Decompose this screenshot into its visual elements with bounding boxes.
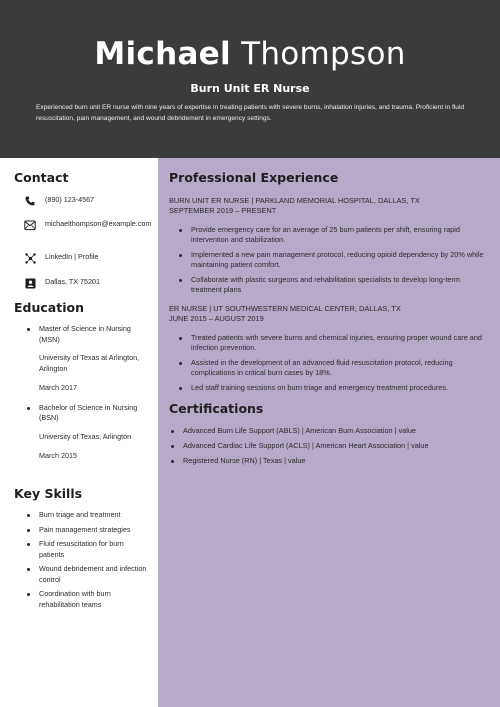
certifications-heading: Certifications — [169, 401, 264, 416]
certification-item: Advanced Cardiac Life Support (ACLS) | American Heart Association | value — [170, 441, 480, 451]
last-name: Thompson — [241, 36, 406, 72]
job-bullet: Collaborate with plastic surgeons and rehabilitation specialists to develop long-term treatment plans — [178, 275, 488, 295]
job-title-line: BURN UNIT ER NURSE | PARKLAND MEMORIAL HOSPITAL, DALLAS, TX — [169, 196, 420, 205]
job-title-line: ER NURSE | UT SOUTHWESTERN MEDICAL CENTER, DALLAS, TX — [169, 304, 401, 313]
network-icon — [24, 252, 36, 264]
skill-item: Fluid resuscitation for burn patients — [26, 539, 150, 560]
skills-list — [26, 510, 150, 610]
education-heading: Education — [14, 300, 84, 315]
job-header — [169, 196, 489, 216]
envelope-icon — [24, 219, 36, 231]
job-bullet: Treated patients with severe burns and chemical injuries, ensuring proper wound care and infection prevention. — [178, 333, 488, 353]
education-degree: Master of Science in Nursing (MSN) — [26, 324, 150, 345]
location-text: Dallas, TX 75201 — [45, 277, 101, 286]
contact-heading: Contact — [14, 170, 69, 185]
job-dates: SEPTEMBER 2019 – PRESENT — [169, 206, 277, 215]
education-school: University of Texas, Arlington — [39, 431, 132, 441]
skill-item: Wound debridement and infection control — [26, 564, 150, 585]
job-dates: JUNE 2015 – AUGUST 2019 — [169, 314, 264, 323]
education-list — [26, 324, 150, 462]
job-bullets — [178, 225, 488, 295]
certification-item: Advanced Burn Life Support (ABLS) | American Burn Association | value — [170, 426, 480, 436]
job-header — [169, 304, 489, 324]
education-school: University of Texas at Arlington, Arlington — [39, 353, 140, 373]
profile-summary: Experienced burn unit ER nurse with nine years of expertise in treating patients with severe burns, inhalation injuries, and trauma. Proficient in fluid resuscitation, pain management, and wound debridement in emergency settings. — [36, 104, 465, 122]
education-date: March 2017 — [39, 383, 77, 392]
skill-item: Burn triage and treatment — [26, 510, 150, 521]
phone-icon — [24, 195, 36, 207]
phone-text: (890) 123-4567 — [45, 195, 95, 204]
id-card-icon — [24, 277, 36, 289]
job-title: Burn Unit ER Nurse — [190, 82, 310, 95]
contact-location — [24, 277, 155, 289]
skill-item: Pain management strategies — [26, 525, 150, 536]
certification-item: Registered Nurse (RN) | Texas | value — [170, 456, 480, 466]
contact-linkedin — [24, 252, 155, 264]
job-bullet: Provide emergency care for an average of 25 burn patients per shift, ensuring rapid intervention and stabilization. — [178, 225, 488, 245]
email-link[interactable]: michaelthompson@example.com — [45, 219, 152, 228]
job-bullet: Assisted in the development of an advanced fluid resuscitation protocol, reducing complications in critical burn cases by 18%. — [178, 358, 488, 378]
skill-item: Coordination with burn rehabilitation teams — [26, 589, 150, 610]
candidate-name — [0, 36, 500, 72]
job-bullet: Led staff training sessions on burn triage and emergency treatment procedures. — [178, 383, 488, 393]
job-bullets — [178, 333, 488, 393]
education-degree: Bachelor of Science in Nursing (BSN) — [26, 403, 150, 424]
education-date: March 2015 — [39, 451, 77, 460]
certifications-list — [170, 426, 480, 466]
job-bullet: Implemented a new pain management protocol, reducing opioid dependency by 20% while maintaining patient comfort. — [178, 250, 488, 270]
experience-heading: Professional Experience — [169, 170, 339, 185]
first-name: Michael — [94, 36, 231, 72]
resume-header — [0, 0, 500, 158]
contact-email — [24, 219, 155, 231]
skills-heading: Key Skills — [14, 486, 83, 501]
linkedin-link[interactable]: LinkedIn | Profile — [45, 252, 99, 261]
contact-phone — [24, 195, 155, 207]
